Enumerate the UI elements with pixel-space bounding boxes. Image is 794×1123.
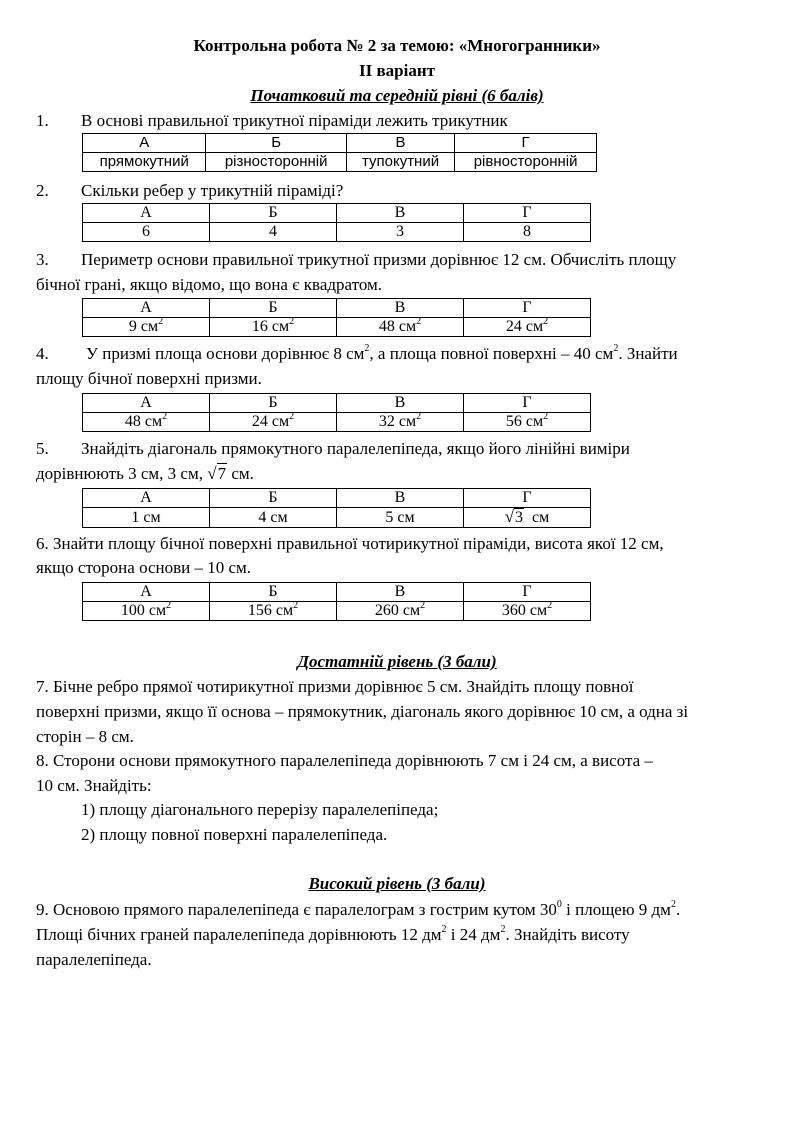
table-header-row (83, 583, 591, 602)
answer-cell-g: 24 $см^2$ (464, 318, 591, 337)
question-6-answer-table (82, 582, 591, 621)
question-2-number: 2. (36, 181, 49, 200)
question-8-item2: 2) площу повної поверхні паралелепіпеда. (81, 825, 388, 844)
header-cell-b: Б (210, 394, 337, 413)
answer-cell-g: 8 (464, 223, 591, 242)
question-4-number: 4. (36, 344, 49, 363)
answer-cell-v: тупокутний (346, 153, 454, 172)
header-cell-a: А (83, 583, 210, 602)
sqrt-symbol: √3 (504, 507, 524, 526)
header-cell-g: Г (464, 489, 591, 508)
header-cell-g: Г (455, 134, 597, 153)
header-cell-v: В (337, 204, 464, 223)
variant-label: ІІ варіант (359, 61, 435, 80)
question-3-answer-table (82, 298, 591, 337)
question-1-number: 1. (36, 111, 49, 130)
header-cell-g: Г (464, 394, 591, 413)
question-4-text-line2: площу бічної поверхні призми. (36, 369, 262, 388)
answer-cell-g: 360 $см^2$ (464, 602, 591, 621)
question-8-line2: 10 см. Знайдіть: (36, 776, 152, 795)
header-cell-a: А (83, 134, 206, 153)
answer-cell-v: 32 $см^2$ (337, 413, 464, 432)
table-header-row (83, 394, 591, 413)
question-9-line3: паралелепіпеда. (36, 950, 152, 969)
question-3-text-line2: бічної грані, якщо відомо, що вона є квадратом. (36, 275, 383, 294)
answer-cell-v: 5 см (337, 508, 464, 528)
answer-cell-v: 3 (337, 223, 464, 242)
question-7-line2: поверхні призми, якщо її основа – прямокутник, діагональ якого дорівнює 10 см, а одна зі (36, 702, 689, 721)
header-cell-a: А (83, 299, 210, 318)
answer-cell-a: 9 $см^2$ (83, 318, 210, 337)
question-5-number: 5. (36, 439, 49, 458)
answer-cell-a: 6 (83, 223, 210, 242)
answer-cell-b: 4 (210, 223, 337, 242)
question-6-text-line1: 6. Знайти площу бічної поверхні правильної чотирикутної піраміди, висота якої 12 см, (36, 534, 664, 553)
header-cell-a: А (83, 204, 210, 223)
answer-cell-b: 4 см (210, 508, 337, 528)
answer-cell-a: 100 $см^2$ (83, 602, 210, 621)
question-3-number: 3. (36, 250, 49, 269)
question-8-line1: 8. Сторони основи прямокутного паралелепіпеда дорівнюють 7 см і 24 см, а висота – (36, 751, 653, 770)
header-cell-b: Б (210, 299, 337, 318)
answer-cell-v: 48 $см^2$ (337, 318, 464, 337)
answer-cell-a: 48 $см^2$ (83, 413, 210, 432)
table-answer-row (83, 318, 591, 337)
header-cell-b: Б (210, 489, 337, 508)
table-answer-row (83, 508, 591, 528)
question-2-text: Скільки ребер у трикутній піраміді? (81, 181, 344, 200)
header-cell-b: Б (210, 583, 337, 602)
question-5-answer-table (82, 488, 591, 528)
section-high-heading: Високий рівень (3 бали) (308, 874, 486, 893)
header-cell-v: В (337, 583, 464, 602)
table-header-row (83, 134, 597, 153)
section-sufficient-heading: Достатній рівень (3 бали) (297, 652, 497, 671)
answer-cell-g: √3 см (464, 508, 591, 528)
question-9-line2: Площі бічних граней паралелепіпеда дорівнюють 12 $дм^2$ і 24 $дм^2$. Знайдіть висоту (36, 924, 630, 944)
table-answer-row (83, 153, 597, 172)
question-4-answer-table (82, 393, 591, 432)
table-answer-row (83, 602, 591, 621)
answer-cell-a: 1 см (83, 508, 210, 528)
header-cell-v: В (346, 134, 454, 153)
sqrt-symbol: √7 (207, 464, 227, 483)
table-header-row (83, 204, 591, 223)
answer-cell-v: 260 $см^2$ (337, 602, 464, 621)
question-5-text-line2: дорівнюють 3 см, 3 см, √7 см. (36, 464, 254, 483)
header-cell-b: Б (210, 204, 337, 223)
answer-cell-b: 16 $см^2$ (210, 318, 337, 337)
section-basic-heading: Початковий та середній рівні (6 балів) (250, 86, 544, 105)
question-9-line1: 9. Основою прямого паралелепіпеда є паралелограм з гострим кутом $30^0$ і площею 9 $дм^2$. (36, 899, 681, 919)
question-7-line3: сторін – 8 см. (36, 727, 134, 746)
header-cell-g: Г (464, 299, 591, 318)
header-cell-v: В (337, 394, 464, 413)
header-cell-a: А (83, 489, 210, 508)
table-answer-row (83, 413, 591, 432)
question-5-text-line1: Знайдіть діагональ прямокутного паралелепіпеда, якщо його лінійні виміри (81, 439, 630, 458)
answer-cell-g: 56 $см^2$ (464, 413, 591, 432)
header-cell-v: В (337, 489, 464, 508)
table-header-row (83, 299, 591, 318)
question-3-text-line1: Периметр основи правильної трикутної призми дорівнює 12 см. Обчисліть площу (81, 250, 677, 269)
header-cell-g: Г (464, 583, 591, 602)
table-answer-row (83, 223, 591, 242)
table-header-row (83, 489, 591, 508)
answer-cell-g: рівносторонній (455, 153, 597, 172)
header-cell-g: Г (464, 204, 591, 223)
question-1-text: В основі правильної трикутної піраміди лежить трикутник (81, 111, 508, 130)
question-2-answer-table (82, 203, 591, 242)
question-7-line1: 7. Бічне ребро прямої чотирикутної призми дорівнює 5 см. Знайдіть площу повної (36, 677, 634, 696)
header-cell-v: В (337, 299, 464, 318)
question-4-text-line1: У призмі площа основи дорівнює 8 $см^2$, а площа повної поверхні – 40 $см^2$. Знайти (86, 343, 678, 363)
header-cell-b: Б (206, 134, 346, 153)
question-8-item1: 1) площу діагонального перерізу паралелепіпеда; (81, 800, 439, 819)
worksheet-title: Контрольна робота № 2 за темою: «Многогранники» (193, 36, 601, 55)
answer-cell-b: 156 $см^2$ (210, 602, 337, 621)
answer-cell-a: прямокутний (83, 153, 206, 172)
answer-cell-b: різносторонній (206, 153, 346, 172)
answer-cell-b: 24 $см^2$ (210, 413, 337, 432)
question-6-text-line2: якщо сторона основи – 10 см. (36, 558, 252, 577)
header-cell-a: А (83, 394, 210, 413)
question-1-answer-table (82, 133, 597, 172)
